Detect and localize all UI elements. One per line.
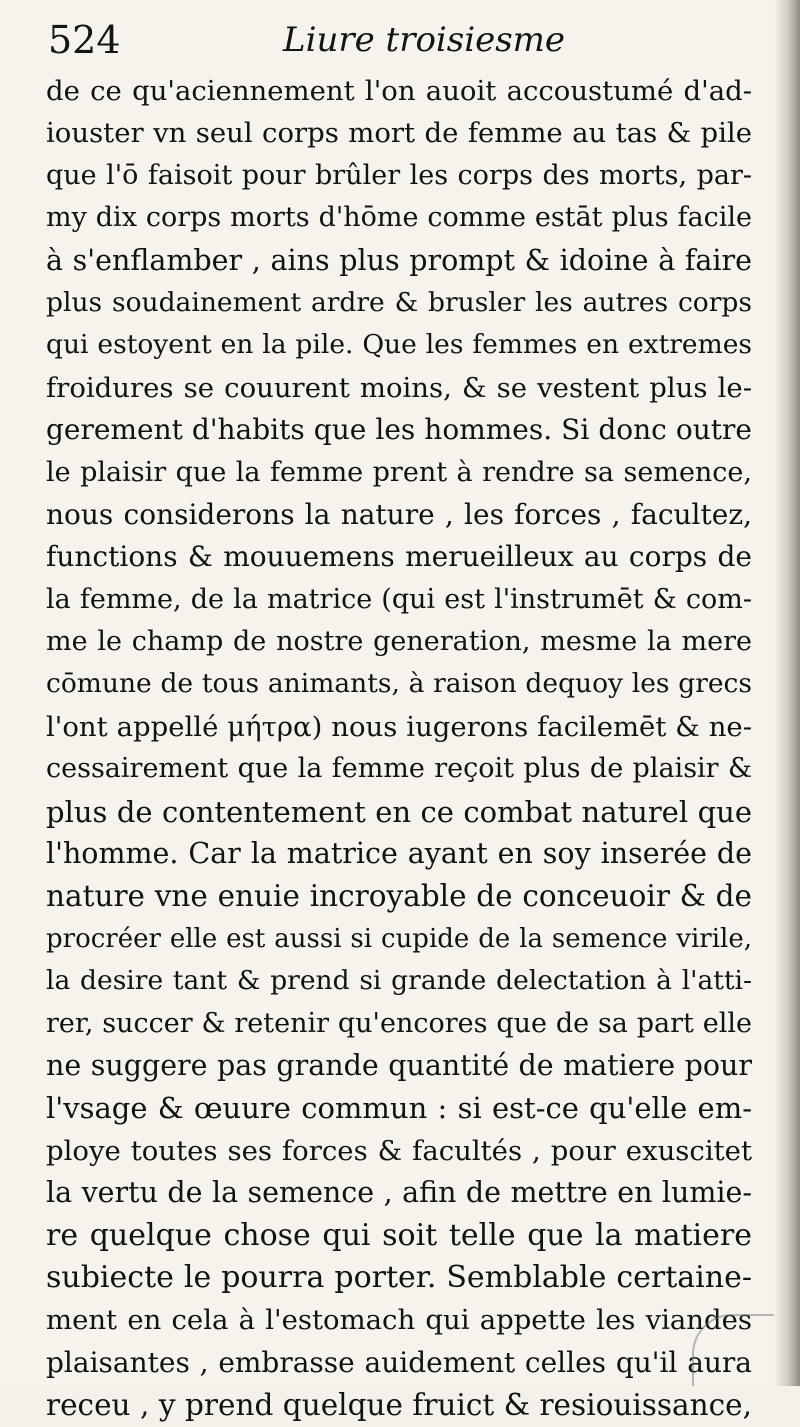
text-line: my dix corps morts d'hōme comme estāt plus facile [46, 202, 752, 234]
text-line: re quelque chose qui soit telle que la matiere [46, 1217, 752, 1253]
text-line: l'homme. Car la matrice ayant en soy inserée de [46, 837, 752, 871]
text-line: l'vsage & œuure commun : si est-ce qu'elle em- [46, 1091, 752, 1126]
text-line: plaisantes , embrasse auidement celles qu'il aura [46, 1345, 752, 1379]
running-title: Liure troisiesme [283, 20, 566, 60]
text-line: functions & mouuemens merueilleux au corps de [46, 540, 752, 574]
text-line: ploye toutes ses forces & facultés , pour exuscitet [46, 1134, 752, 1167]
text-line: cōmune de tous animants, à raison dequoy les grecs [46, 668, 752, 700]
text-line: receu , y prend quelque fruict & resiouissance, [46, 1388, 752, 1423]
text-line: froidures se couurent moins, & se vestent plus le- [46, 371, 752, 404]
text-line: subiecte le pourra porter. Semblable certaine- [46, 1259, 752, 1295]
text-line: de ce qu'aciennement l'on auoit accoustumé d'ad- [46, 75, 752, 107]
page-number: 524 [48, 18, 121, 62]
text-line: rer, succer & retenir qu'encores que de sa part elle [46, 1007, 752, 1039]
text-line: ne suggere pas grande quantité de matiere pour [46, 1048, 752, 1082]
text-line: gerement d'habits que les hommes. Si donc outre [46, 413, 752, 447]
text-line: iouster vn seul corps mort de femme au tas & pile [46, 117, 752, 150]
text-line: procréer elle est aussi si cupide de la semence virile, [46, 923, 752, 954]
text-line: nature vne enuie incroyable de conceuoir & de [46, 879, 752, 914]
body-text [46, 70, 752, 1427]
text-line: la femme, de la matrice (qui est l'instrumēt & com- [46, 583, 752, 615]
text-line: ment en cela à l'estomach qui appette les viandes [46, 1304, 752, 1337]
text-line: le plaisir que la femme prent à rendre sa semence, [46, 456, 752, 488]
text-line: me le champ de nostre generation, mesme la mere [46, 626, 752, 658]
text-line: que l'ō faisoit pour brûler les corps des morts, par- [46, 159, 752, 191]
text-line: cessairement que la femme reçoit plus de plaisir & [46, 753, 752, 785]
paper-damage-mark [692, 1314, 774, 1386]
text-line: qui estoyent en la pile. Que les femmes en extremes [46, 329, 752, 361]
text-line: plus soudainement ardre & brusler les autres corps [46, 286, 752, 318]
page-header [48, 14, 748, 64]
text-line: la desire tant & prend si grande delectation à l'atti- [46, 965, 752, 997]
text-line: à s'enflamber , ains plus prompt & idoine à faire [46, 243, 752, 277]
text-line: nous considerons la nature , les forces , facultez, [46, 497, 752, 531]
text-line: plus de contentement en ce combat naturel que [46, 794, 752, 829]
text-line: la vertu de la semence , afin de mettre en lumie- [46, 1176, 752, 1210]
text-line: l'ont appellé μήτρα) nous iugerons facilemēt & ne- [46, 710, 752, 743]
binding-gutter [774, 0, 800, 1386]
